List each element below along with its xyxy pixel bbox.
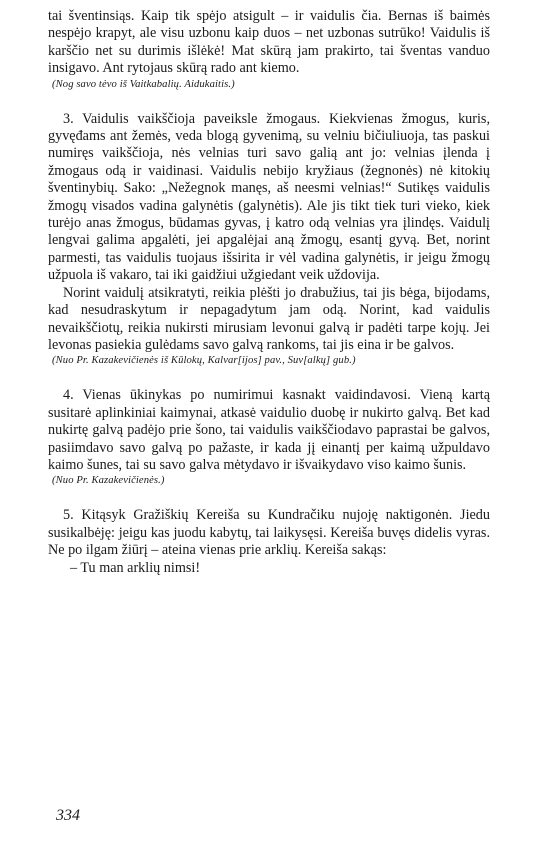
source-note: (Nog savo tėvo iš Vaitkabalių. Aidukaitis.) (52, 78, 235, 90)
page-body (48, 8, 490, 577)
paragraph: 3. Vaidulis vaikščioja paveiksle žmogaus. Kiekvienas žmogus, kuris, gyvęđams ant žemės, veda blogą gyvenimą, su velniu bičiuliuoja, tas paskui numiręs vaikščioja, nės velnias turi savo galią ant jo: velnias įlenda į žmogaus odą ir vaidinasi. Vaidulis nebijo kryžiaus (žegnonės) nė kitokių šventinybių. Sako: „Nežegnok manęs, aš neesmi velnias!“ Sutikęs vaidulis žmogų visados vadina galynėtis (galynėtis). Ale jis tikt tiek turi vieko, kiek turėjo anas žmogus, būdamas gyvas, į katro odą velnias yra įlindęs. Vaidulį lengvai galima apgalėti, jei apgalėjai aną žmogų, esantį gyvą. Bet, norint parmesti, tas vaidulis tuojaus išsirita ir vėl vadina galynėtis, ir jeigu žmogų užpuola iš vakaro, tai iki gaidžiui užgiedant veik uždovija. (48, 110, 490, 284)
paragraph: tai šventinsiąs. Kaip tik spėjo atsigult – ir vaidulis čia. Bernas iš baimės nespėjo krapyt, ale visu uzbonu kaip duos – net uzbonas sutrūko! Vaidulis iš karščio net su durimis išlėkė! Mat skūrą jam prakirto, tai šventas vanduo insigavo. Ant rytojaus skūrą rado ant kiemo. (48, 8, 490, 77)
page-number: 334 (56, 807, 80, 824)
section-gap (48, 488, 490, 507)
source-note: (Nuo Pr. Kazakevičienės.) (52, 475, 165, 487)
source-note: (Nuo Pr. Kazakevičienės iš Kūlokų, Kalvar[ijos] pav., Suv[alkų] gub.) (52, 355, 356, 367)
paragraph: Norint vaidulį atsikratyti, reikia plėšti jo drabužius, tai jis bėga, bijodams, kad nesudraskytum ir nepagadytum jam odą. Norint, kad vaidulis nevaikščiotų, reikia nukirsti mirusiam levonui galvą ir padėti tarpe kojų. Jei levonas pasiekia gulėdams savo galvą rankoms, tai jis eina ir be galvos. (48, 284, 490, 353)
paragraph: 4. Vienas ūkinykas po numirimui kasnakt vaidindavosi. Vieną kartą susitarė aplinkiniai kaimynai, atkasė vaidulio duobę ir nukirto galvą. Bet kad nukirtę galvą padėjo prie šono, tai vaidulis vaikščiodavo paprastai be galvos, pasiimdavo savo galvą po pažaste, ir kada jį einantį per kaimą užpuldavo kaimo šunes, tai su savo galva mėtydavo ir išvaikydavo viso kaimo šunis. (48, 387, 490, 473)
paragraph: 5. Kitąsyk Gražiškių Kereiša su Kundračiku nujoję naktigonėn. Jiedu susikalbėję: jeigu kas juodu kabytų, tai laikysęsi. Kereiša buvęs didelis vyras. Ne po ilgam žiūrį – ateina vienas prie arklių. Kereiša sakąs: (48, 507, 490, 559)
dialogue-line: – Tu man arklių nimsi! (70, 559, 201, 576)
section-gap (48, 368, 490, 387)
section-gap (48, 92, 490, 111)
